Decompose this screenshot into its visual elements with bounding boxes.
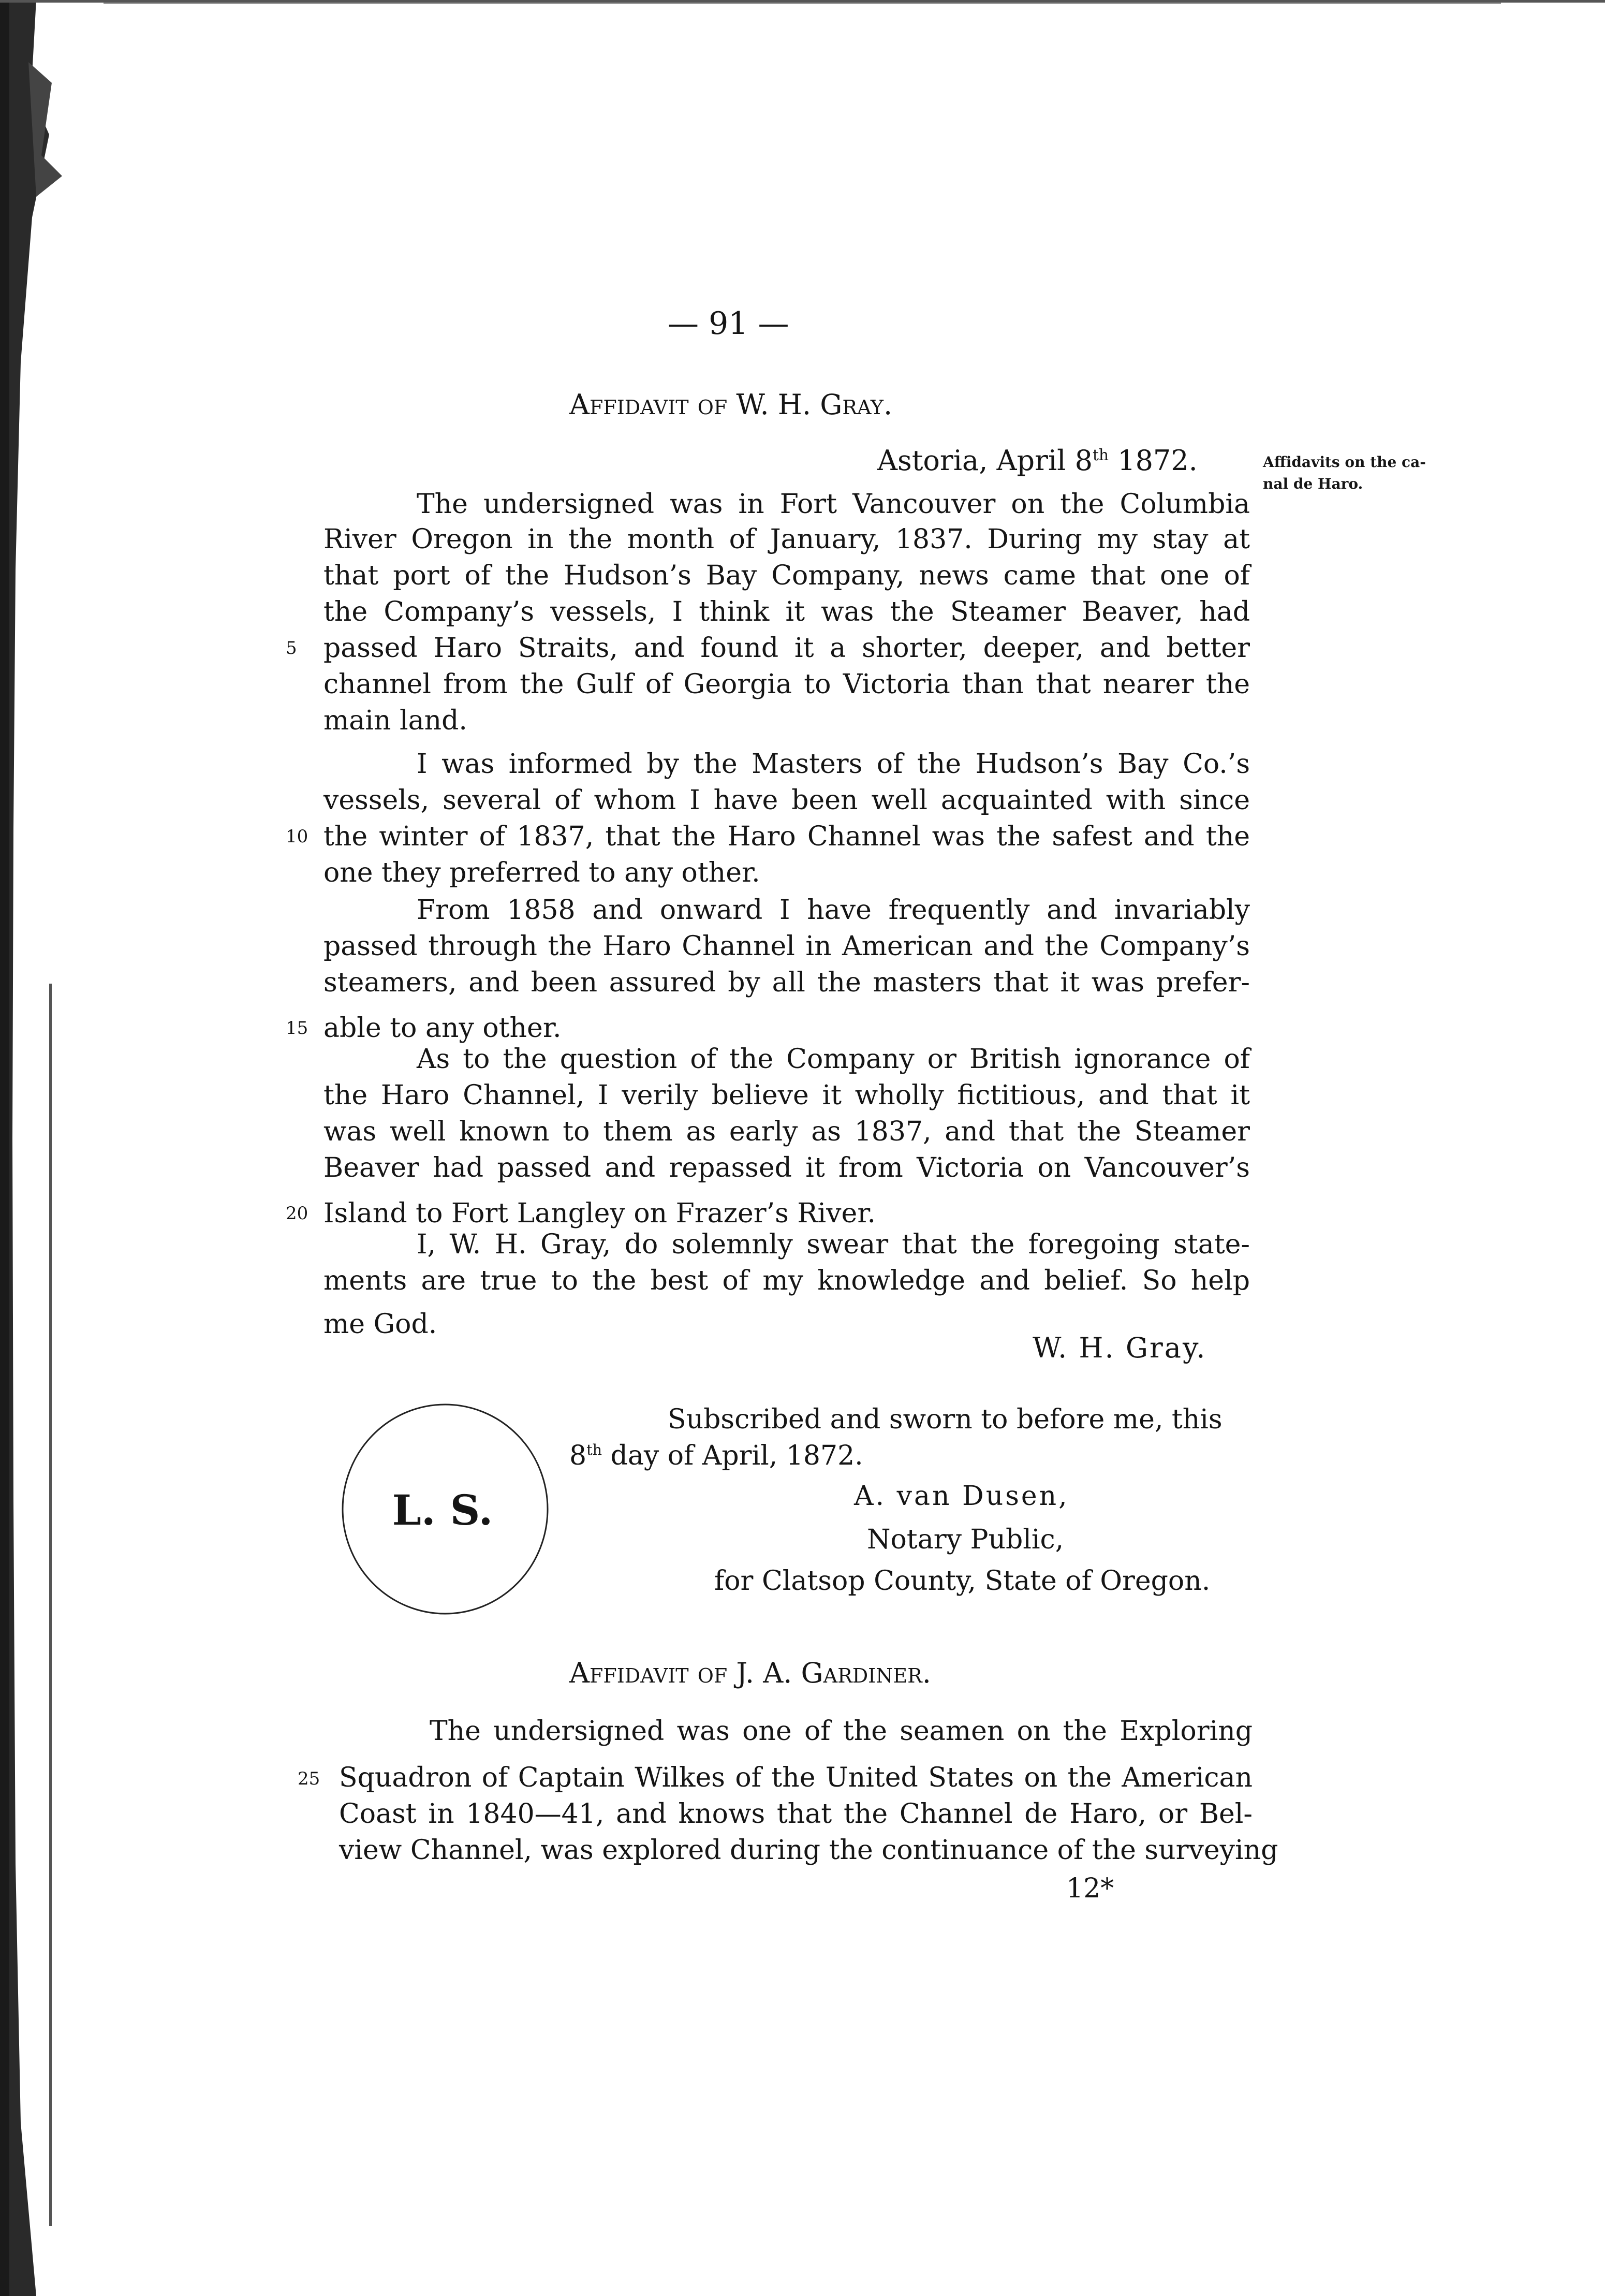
line-number: 10: [286, 826, 308, 847]
text-line: the Company’s vessels, I think it was the Steamer Beaver, had: [323, 596, 1250, 627]
jurat-day: 8: [569, 1440, 587, 1471]
binding-edge-shadow: [0, 0, 67, 2296]
text-line: was well known to them as early as 1837, and that the Steamer: [323, 1116, 1250, 1147]
notary-county: for Clatsop County, State of Oregon.: [714, 1566, 1211, 1597]
notary-seal: [339, 1400, 556, 1618]
margin-note-line2: nal de Haro.: [1263, 475, 1363, 492]
dateline-day-suffix: th: [1092, 446, 1109, 464]
text-line: vessels, several of whom I have been well acquainted with since: [323, 785, 1250, 816]
dateline-day: 8: [1074, 444, 1093, 477]
text-line: I was informed by the Masters of the Hudson’s Bay Co.’s: [417, 749, 1250, 780]
line-number: 20: [286, 1203, 308, 1224]
line-number: 25: [298, 1768, 320, 1789]
margin-note-line1: Affidavits on the ca-: [1263, 454, 1426, 471]
text-line: channel from the Gulf of Georgia to Victoria than that nearer the: [323, 669, 1250, 700]
line-number: 5: [286, 638, 297, 659]
notary-name: A. van Dusen,: [854, 1481, 1069, 1512]
dateline-place: Astoria, April: [877, 444, 1066, 477]
text-line: able to any other.: [323, 1013, 562, 1044]
text-line: Beaver had passed and repassed it from Victoria on Vancouver’s: [323, 1152, 1250, 1183]
text-line: main land.: [323, 705, 467, 736]
text-line: the Haro Channel, I verily believe it wholly fictitious, and that it: [323, 1080, 1250, 1111]
margin-note: [1263, 451, 1426, 495]
text-line: the winter of 1837, that the Haro Channel was the safest and the: [323, 821, 1250, 852]
text-line: one they preferred to any other.: [323, 857, 760, 888]
notary-title: Notary Public,: [867, 1524, 1064, 1555]
text-line: passed Haro Straits, and found it a shorter, deeper, and better: [323, 633, 1250, 664]
text-line: Island to Fort Langley on Frazer’s River.: [323, 1198, 876, 1229]
text-line: Squadron of Captain Wilkes of the United States on the American: [339, 1762, 1253, 1793]
page-number: — 91 —: [668, 305, 789, 342]
text-line: me God.: [323, 1309, 437, 1340]
dateline-year: 1872.: [1117, 444, 1198, 477]
top-edge-noise: [0, 0, 1605, 12]
text-line: view Channel, was explored during the continuance of the surveying: [339, 1835, 1278, 1866]
folio-signature-mark: 12*: [1066, 1873, 1114, 1904]
affidavit-gardiner-heading: Affidavit of J. A. Gardiner.: [569, 1657, 931, 1689]
text-line: I, W. H. Gray, do solemnly swear that the foregoing state-: [417, 1229, 1250, 1260]
text-line: The undersigned was one of the seamen on the Exploring: [430, 1716, 1253, 1747]
text-line: From 1858 and onward I have frequently and invariably: [417, 895, 1250, 926]
text-line: Coast in 1840—41, and knows that the Channel de Haro, or Bel-: [339, 1798, 1253, 1830]
jurat-line1: Subscribed and sworn to before me, this: [668, 1404, 1223, 1435]
jurat-line2: [569, 1440, 863, 1471]
seal-text: L. S.: [392, 1486, 493, 1534]
text-line: As to the question of the Company or British ignorance of: [417, 1044, 1250, 1075]
gray-signature: W. H. Gray.: [1033, 1332, 1207, 1364]
text-line: steamers, and been assured by all the masters that it was prefer-: [323, 967, 1250, 998]
text-line: River Oregon in the month of January, 1837. During my stay at: [323, 524, 1250, 555]
text-line: The undersigned was in Fort Vancouver on the Columbia: [417, 489, 1250, 520]
text-line: ments are true to the best of my knowledge and belief. So help: [323, 1265, 1250, 1296]
text-line: passed through the Haro Channel in American and the Company’s: [323, 931, 1250, 962]
jurat-day-suffix: th: [586, 1441, 602, 1459]
line-number: 15: [286, 1018, 308, 1039]
jurat-date: day of April, 1872.: [610, 1440, 863, 1471]
affidavit-gray-heading: Affidavit of W. H. Gray.: [569, 388, 893, 421]
dateline: [877, 444, 1198, 477]
text-line: that port of the Hudson’s Bay Company, news came that one of: [323, 560, 1250, 591]
